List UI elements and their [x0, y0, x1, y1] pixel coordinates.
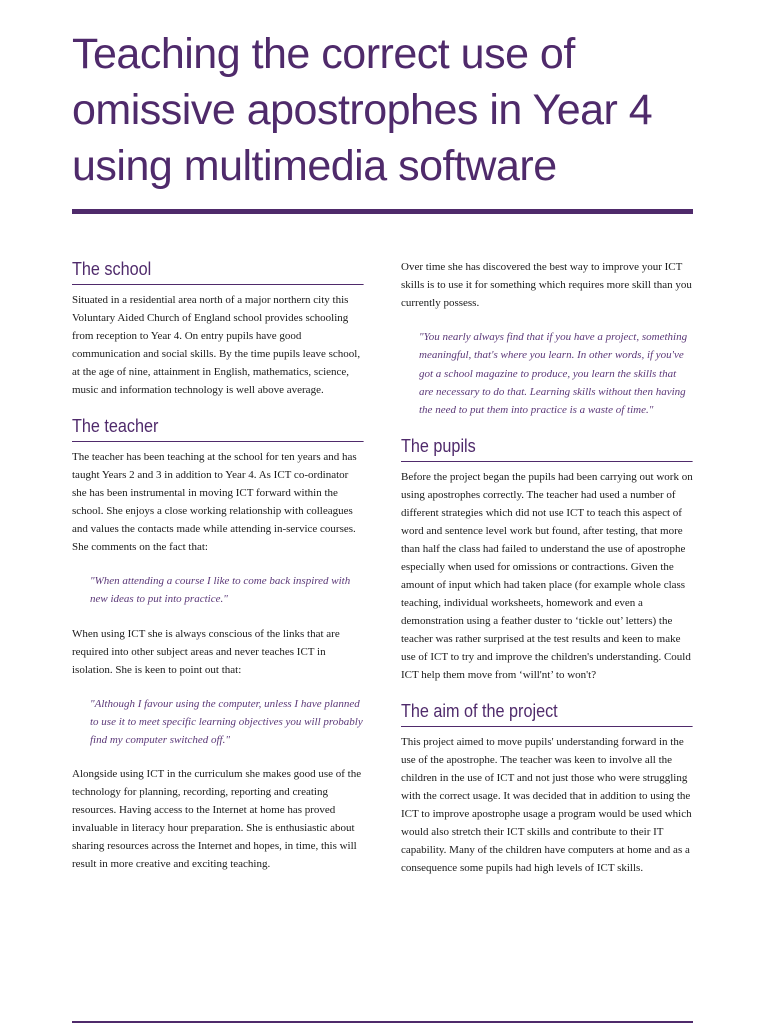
teacher-quote-2: "Although I favour using the computer, unless I have planned to use it to meet specific learning objectives you will probably find my computer switched off."	[90, 697, 363, 747]
left-column	[72, 258, 364, 889]
title-divider	[72, 209, 693, 214]
section-aim	[401, 700, 693, 877]
teacher-paragraph-2: When using ICT she is always conscious of the links that are required into other subject areas and never teaches ICT in isolation. She is keen to point out that:	[72, 627, 340, 676]
school-paragraph: Situated in a residential area north of a major northern city this Voluntary Aided Church of England school provides schooling from reception to Year 4. On entry pupils have good communication and social skills. By the time pupils leave school, at the age of nine, attainment in English, mathematics, science, music and information technology is well above average.	[72, 294, 361, 396]
teacher-quote-1: "When attending a course I like to come back inspired with new ideas to put into practice."	[90, 575, 351, 606]
heading-pupils: The pupils	[401, 435, 693, 462]
right-column	[401, 258, 693, 893]
teacher-paragraph-3: Alongside using ICT in the curriculum she makes good use of the technology for planning, recording, reporting and creating resources. Having access to the Internet at home has proved invaluable in literacy hour preparation. She is enthusiastic about sharing resources across the Internet and hopes, in time, this will result in more creative and exciting teaching.	[72, 768, 362, 871]
aim-paragraph: This project aimed to move pupils' understanding forward in the use of the apostrophe. The teacher was keen to involve all the children in the use of ICT and not just those who were struggling with the correct usage. It was decided that in addition to using the ICT to improve apostrophe usage a program would be used which would also stretch their ICT skills and contribute to their IT capability. Many of the children have computers at home and as a consequence some pupils had high levels of ICT skills.	[401, 736, 692, 875]
heading-school: The school	[72, 258, 364, 285]
teacher-paragraph-1: The teacher has been teaching at the school for ten years and has taught Years 2 and 3 in addition to Year 4. As ICT co-ordinator she has been instrumental in moving ICT forward within the school. She enjoys a close working relationship with colleagues and values the contacts made while attending in-service courses. She comments on the fact that:	[72, 451, 357, 553]
heading-teacher: The teacher	[72, 415, 364, 442]
page-title: Teaching the correct use of omissive apostrophes in Year 4 using multimedia software	[72, 30, 653, 190]
section-teacher	[72, 415, 364, 873]
pupils-paragraph: Before the project began the pupils had been carrying out work on using apostrophes correctly. The teacher had used a number of different strategies which did not use ICT to teach this aspect of word and sentence level work but found, after testing, that more than half the class had failed to understand the use of apostrophe especially when used for omissions or contractions. Given the amount of input which had taken place (for example whole class teaching, individual worksheets, homework and even a demonstration using a feather duster to ‘tickle out’ letters) the teacher was rather surprised at the test results and keen to make use of ICT to try and improve the children's understanding. Could ICT help them move from ‘will'nt’ to won't?	[401, 471, 693, 682]
section-pupils	[401, 435, 693, 684]
section-school	[72, 258, 364, 399]
intro-paragraph: Over time she has discovered the best way to improve your ICT skills is to use it for something which requires more skill than you currently possess.	[401, 261, 692, 309]
intro-quote: "You nearly always find that if you have a project, something meaningful, that's where you learn. In other words, if you've got a school magazine to produce, you learn the skills that are necessary to do that. Learning skills without then having the need to put them into practice is a waste of time."	[419, 331, 688, 417]
heading-aim: The aim of the project	[401, 700, 693, 727]
footer-divider	[72, 1021, 693, 1023]
